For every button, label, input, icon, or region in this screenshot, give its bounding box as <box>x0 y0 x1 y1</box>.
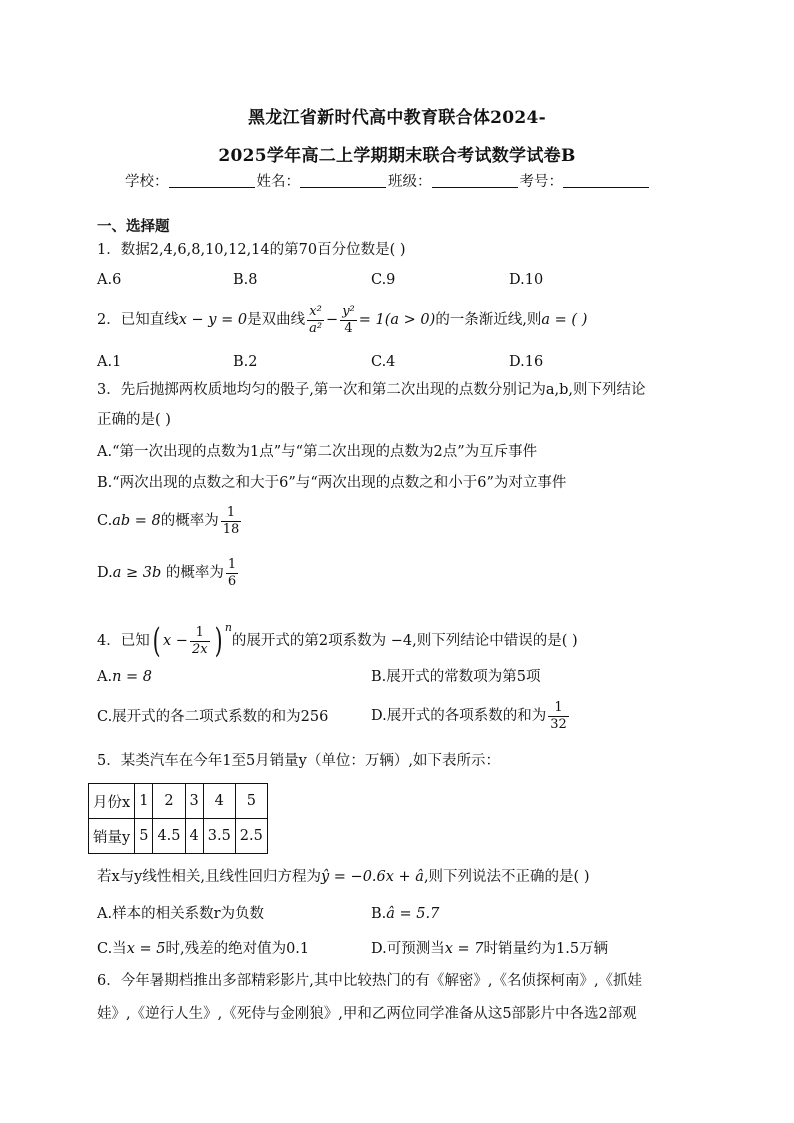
table-cell: 5 <box>235 784 267 819</box>
title-line-2: 2025学年高二上学期期末联合考试数学试卷B <box>218 146 576 166</box>
q5-stem: 5．某类汽车在今年1至5月销量y（单位：万辆）,如下表所示： <box>97 753 500 769</box>
class-blank[interactable] <box>432 173 518 188</box>
q3-stem-line2: 正确的是( ) <box>97 412 171 428</box>
table-cell: 5 <box>135 819 153 854</box>
q5-option-d: D.可预测当x = 7时销量约为1.5万辆 <box>371 941 609 957</box>
student-info-line <box>125 170 651 191</box>
q2-post: 的一条渐近线,则 <box>435 312 542 328</box>
q4-exponent: n <box>224 621 232 634</box>
name-blank[interactable] <box>300 173 386 188</box>
name-label: 姓名： <box>256 174 300 190</box>
q2-eq-tail: = 1(a > 0) <box>358 312 436 328</box>
q5-option-a: A.样本的相关系数r为负数 <box>97 906 265 922</box>
table-cell: 3.5 <box>203 819 235 854</box>
q2-option-c: C.4 <box>371 354 396 370</box>
q2-stem: 2．已知直线x − y = 0是双曲线 $\frac{\text{x²}}{\text{a²}}$ − $\frac{\text{y²}}{4}$ = 1(a > 0)的一条渐近线,则a = ( ) <box>97 303 588 336</box>
q6-stem-line1: 6．今年暑期档推出多部精彩影片,其中比较热门的有《解密》,《名侦探柯南》,《抓娃 <box>97 973 643 989</box>
q4-stem: 4．已知( x − $\frac{1}{2x}$ ) $^n$的展开式的第2项系数为 −4,则下列结论中错误的是( ) <box>97 621 578 661</box>
q5-option-b: B.â = 5.7 <box>371 906 440 922</box>
q3-c-expr: ab = 8 <box>112 513 161 529</box>
school-label: 学校： <box>125 174 169 190</box>
table-row <box>89 784 268 819</box>
q1-option-b: B.8 <box>233 272 258 288</box>
q3-option-b: B.“两次出现的点数之和大于6”与“两次出现的点数之和小于6”为对立事件 <box>97 475 567 491</box>
q4-d-fraction: $\frac{1}{32}$ <box>550 699 567 732</box>
table-cell: 月份x <box>89 784 135 819</box>
q5-regression-eq: ŷ = −0.6x + â <box>320 869 424 885</box>
q4-fraction: $\frac{1}{2x}$ <box>191 624 208 657</box>
q2-option-d: D.16 <box>509 354 544 370</box>
table-cell: 2 <box>153 784 185 819</box>
section-heading: 一、选择题 <box>97 218 170 235</box>
class-label: 班级： <box>388 174 432 190</box>
q1-option-c: C.9 <box>371 272 396 288</box>
q3-option-c: C.ab = 8的概率为 $\frac{1}{18}$ <box>97 504 240 537</box>
table-row <box>89 819 268 854</box>
sales-table <box>88 783 268 854</box>
q3-c-fraction: $\frac{1}{18}$ <box>222 504 240 537</box>
table-cell: 4 <box>185 819 203 854</box>
q2-frac-y: $\frac{\text{y²}}{4}$ <box>342 303 355 336</box>
q2-line-equation: x − y = 0 <box>178 312 248 328</box>
q3-option-a: A.“第一次出现的点数为1点”与“第二次出现的点数为2点”为互斥事件 <box>97 444 538 460</box>
exam-no-blank[interactable] <box>563 173 649 188</box>
q3-d-fraction: $\frac{1}{6}$ <box>227 556 237 589</box>
q6-stem-line2: 娃》,《逆行人生》,《死侍与金刚狼》,甲和乙两位同学准备从这5部影片中各选2部观 <box>97 1006 637 1022</box>
q2-pre: 2．已知直线 <box>97 312 179 328</box>
table-cell: 3 <box>185 784 203 819</box>
q2-frac-x: $\frac{\text{x²}}{\text{a²}}$ <box>309 303 323 336</box>
q4-option-a: A.n = 8 <box>97 669 153 685</box>
school-blank[interactable] <box>169 173 255 188</box>
q2-option-a: A.1 <box>97 354 122 370</box>
table-cell: 4 <box>203 784 235 819</box>
q4-option-b: B.展开式的常数项为第5项 <box>371 669 541 685</box>
q4-option-d: D.展开式的各项系数的和为 $\frac{1}{32}$ <box>371 699 567 732</box>
table-cell: 2.5 <box>235 819 267 854</box>
title-line-1: 黑龙江省新时代高中教育联合体2024- <box>247 108 547 128</box>
q2-option-b: B.2 <box>233 354 258 370</box>
q3-option-d: D.a ≥ 3b 的概率为 $\frac{1}{6}$ <box>97 556 237 589</box>
q2-ask: a = ( ) <box>541 312 588 328</box>
q1-stem: 1．数据2,4,6,8,10,12,14的第70百分位数是( ) <box>97 242 406 258</box>
q5-option-c: C.当x = 5时,残差的绝对值为0.1 <box>97 941 310 957</box>
q1-option-a: A.6 <box>97 272 122 288</box>
table-cell: 1 <box>135 784 153 819</box>
q3-d-expr: a ≥ 3b <box>112 565 162 581</box>
q5-regression-line: 若x与y线性相关,且线性回归方程为ŷ = −0.6x + â,则下列说法不正确的是( ) <box>97 869 590 885</box>
q1-option-d: D.10 <box>509 272 544 288</box>
q3-stem-line1: 3．先后抛掷两枚质地均匀的骰子,第一次和第二次出现的点数分别记为a,b,则下列结论 <box>97 382 646 398</box>
table-cell: 销量y <box>89 819 135 854</box>
table-cell: 4.5 <box>153 819 185 854</box>
exam-no-label: 考号： <box>519 174 563 190</box>
q4-option-c: C.展开式的各二项式系数的和为256 <box>97 709 329 725</box>
q2-mid: 是双曲线 <box>247 312 306 328</box>
